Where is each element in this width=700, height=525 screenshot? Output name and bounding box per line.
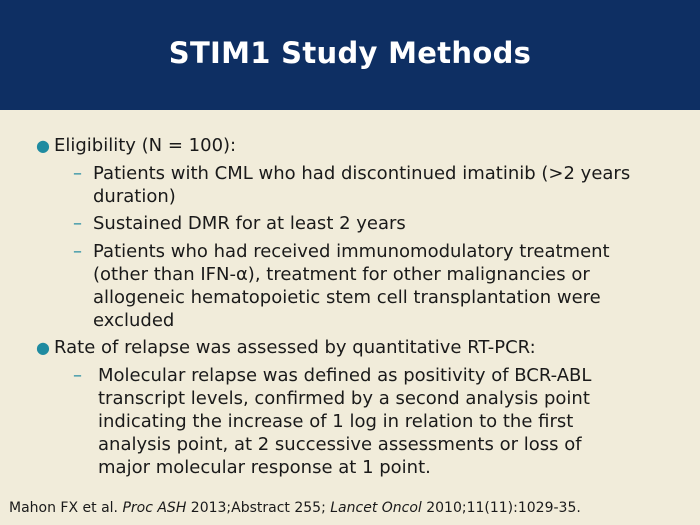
citation-authors: Mahon FX et al. [9,500,123,516]
sub-bullet [73,212,673,235]
slide-title: STIM1 Study Methods [168,36,532,70]
bullet-dot-icon: ● [36,338,50,357]
bullet-relapse-rate [36,336,536,359]
bullet-eligibility [36,134,237,157]
citation-journal-1: Proc ASH [122,500,187,516]
bullet-text: Rate of relapse was assessed by quantitative RT-PCR: [54,337,536,358]
citation-detail-2: 2010;11(11):1029-35. [421,500,581,516]
dash-icon: – [73,365,82,386]
bullet-dot-icon: ● [36,136,50,155]
dash-icon: – [73,163,82,184]
bullet-text: Eligibility (N = 100): [54,135,237,156]
dash-icon: – [73,241,82,262]
sub-bullet-text: Sustained DMR for at least 2 years [93,213,406,234]
sub-bullet-text: Patients who had received immunomodulatory treatment (other than IFN-α), treatment for other malignancies or allogeneic hematopoietic stem cell transplantation were excluded [93,241,610,331]
title-bar [0,0,700,110]
sub-bullet [73,364,638,479]
sub-bullet-text: Molecular relapse was defined as positivity of BCR-ABL transcript levels, confirmed by a second analysis point indicating the increase of 1 log in relation to the first analysis point, at 2 successive assessments or loss of major molecular response at 1 point. [98,365,592,478]
sub-bullet [73,240,653,332]
citation-journal-2: Lancet Oncol [330,500,422,516]
citation [9,500,581,516]
sub-bullet-text: Patients with CML who had discontinued imatinib (>2 years duration) [93,163,631,207]
sub-bullet [73,162,673,208]
dash-icon: – [73,213,82,234]
citation-detail-1: 2013;Abstract 255; [186,500,331,516]
